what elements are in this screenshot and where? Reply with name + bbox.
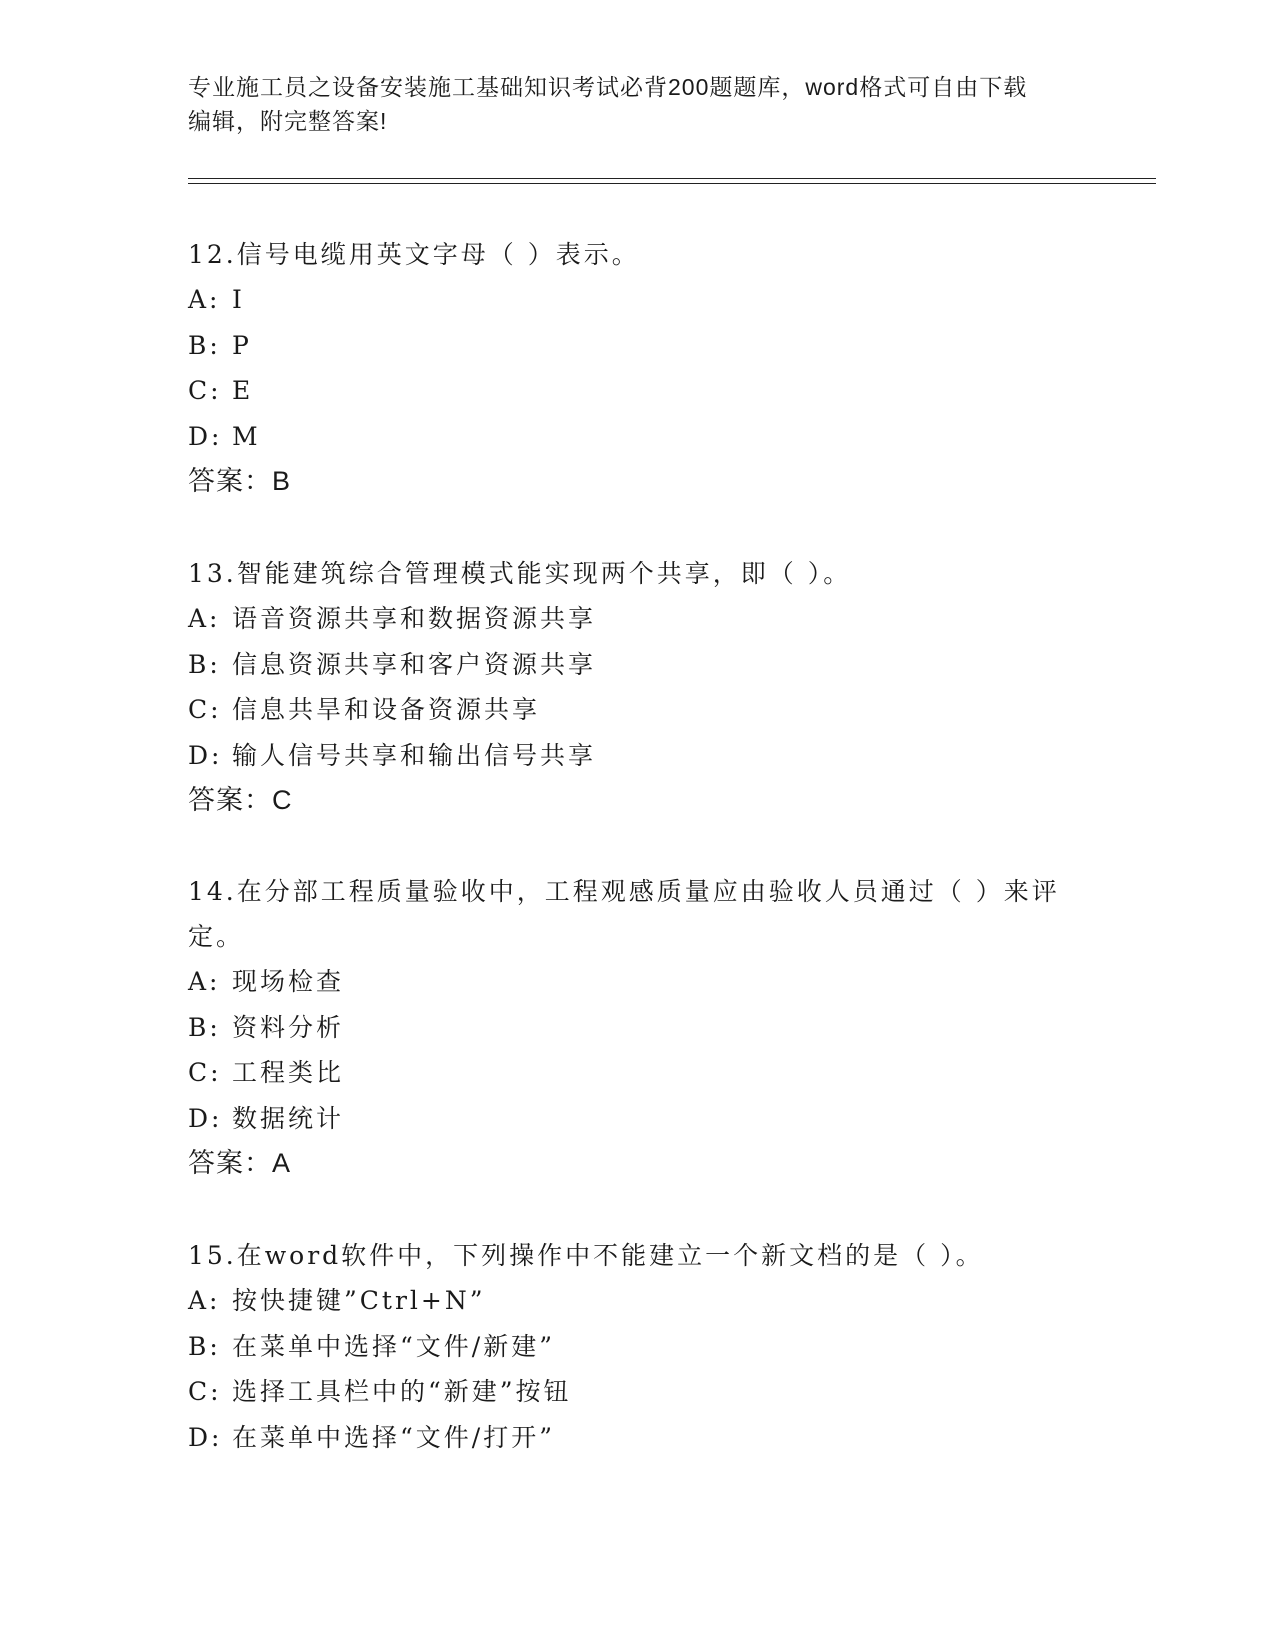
option-letter: C: — [188, 1058, 222, 1087]
option-text: 在菜单中选择“文件/新建” — [232, 1331, 555, 1361]
answer: 答案：A — [188, 1148, 292, 1178]
document-header — [188, 70, 1088, 138]
option-letter: D: — [188, 421, 223, 451]
question-stem: 15.在word软件中，下列操作中不能建立一个新文档的是（ ）。 — [188, 1241, 984, 1270]
option-letter: D: — [188, 1103, 223, 1133]
option-c — [188, 1369, 1088, 1415]
option-letter: D: — [188, 740, 223, 770]
option-a — [188, 1278, 1088, 1324]
option-text: 选择工具栏中的“新建”按钮 — [232, 1377, 572, 1406]
option-d — [188, 1096, 1088, 1142]
option-letter: A: — [188, 1286, 221, 1315]
option-letter: D: — [188, 1422, 223, 1452]
option-d — [188, 733, 1088, 779]
option-text: 数据统计 — [232, 1103, 345, 1133]
option-letter: B: — [188, 330, 221, 360]
option-text: 现场检查 — [232, 967, 345, 996]
option-b — [188, 1005, 1088, 1051]
option-text: 语音资源共享和数据资源共享 — [232, 604, 597, 633]
option-text: 输人信号共享和输出信号共享 — [232, 740, 597, 770]
question-stem: 12.信号电缆用英文字母（ ）表示。 — [188, 240, 640, 269]
question-stem: 14.在分部工程质量验收中，工程观感质量应由验收人员通过（ ）来评定。 — [188, 877, 1060, 951]
option-letter: A: — [188, 285, 221, 314]
option-b — [188, 642, 1088, 688]
option-b — [188, 323, 1088, 369]
option-a — [188, 959, 1088, 1005]
header-divider-bottom — [188, 183, 1156, 184]
option-b — [188, 1324, 1088, 1370]
header-divider-top — [188, 178, 1156, 179]
header-line-1: 专业施工员之设备安装施工基础知识考试必背200题题库，word格式可自由下载 — [188, 74, 1028, 100]
option-c — [188, 368, 1088, 414]
option-text: P — [232, 330, 252, 360]
option-letter: C: — [188, 376, 222, 405]
option-text: 工程类比 — [232, 1058, 345, 1087]
option-d — [188, 1415, 1088, 1461]
option-letter: C: — [188, 1377, 222, 1406]
option-letter: B: — [188, 649, 221, 679]
option-text: I — [232, 285, 245, 314]
question-15 — [188, 1233, 1088, 1460]
option-text: E — [232, 376, 254, 405]
question-14 — [188, 869, 1088, 1186]
option-text: 资料分析 — [232, 1012, 345, 1042]
question-12 — [188, 232, 1088, 504]
option-letter: B: — [188, 1012, 221, 1042]
option-text: 在菜单中选择“文件/打开” — [232, 1422, 555, 1452]
option-c — [188, 1050, 1088, 1096]
option-letter: A: — [188, 967, 221, 996]
answer: 答案：C — [188, 785, 293, 815]
option-text: M — [232, 421, 261, 451]
option-text: 按快捷键”Ctrl+N” — [232, 1286, 486, 1315]
option-text: 信息资源共享和客户资源共享 — [232, 649, 597, 679]
option-letter: A: — [188, 604, 221, 633]
option-a — [188, 277, 1088, 323]
option-a — [188, 596, 1088, 642]
option-text: 信息共旱和设备资源共享 — [232, 695, 541, 724]
option-letter: B: — [188, 1331, 221, 1361]
question-stem: 13.智能建筑综合管理模式能实现两个共享，即（ ）。 — [188, 559, 852, 588]
question-13 — [188, 551, 1088, 823]
option-c — [188, 687, 1088, 733]
option-letter: C: — [188, 695, 222, 724]
header-line-2: 编辑，附完整答案! — [188, 108, 388, 134]
answer: 答案：B — [188, 466, 292, 496]
option-d — [188, 414, 1088, 460]
